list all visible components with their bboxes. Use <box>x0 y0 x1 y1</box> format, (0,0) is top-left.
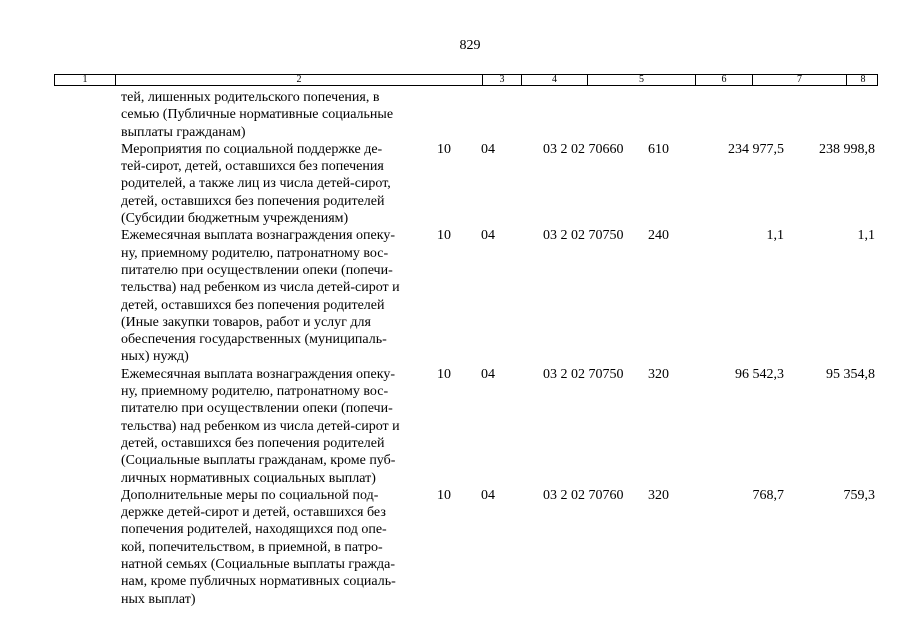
table-row <box>0 227 905 365</box>
row-description: Мероприятия по социальной поддержке де- тей-сирот, детей, оставшихся без попечения родителей, а также лиц из числа детей-сирот, детей, оставшихся без попечения родителей (Субсидии бюджетным учреждениям) <box>121 141 391 227</box>
row-target-code: 03 2 02 70750 <box>543 366 624 382</box>
row-section: 10 <box>437 366 451 382</box>
row-target-code: 03 2 02 70660 <box>543 141 624 157</box>
table-row <box>0 366 905 487</box>
row-expense-type: 320 <box>648 487 669 503</box>
row-subsection: 04 <box>481 487 495 503</box>
page-number: 829 <box>459 38 481 53</box>
column-header-2: 2 <box>116 75 483 85</box>
row-target-code: 03 2 02 70760 <box>543 487 624 503</box>
row-expense-type: 320 <box>648 366 669 382</box>
table-row <box>0 89 905 141</box>
row-subsection: 04 <box>481 228 495 244</box>
row-target-code: 03 2 02 70750 <box>543 228 624 244</box>
column-header-6: 6 <box>696 75 753 85</box>
column-header-row <box>54 74 878 86</box>
row-amount-1: 234 977,5 <box>728 141 784 157</box>
budget-table-body <box>0 89 905 608</box>
row-amount-1: 1,1 <box>766 228 784 244</box>
row-description: Дополнительные меры по социальной под- держке детей-сирот и детей, оставшихся без попечения родителей, находящихся под опе- кой, попечительством, в приемной, в патро- натной семьях (Социальные выплаты гражда- нам, кроме публичных нормативных социаль- ных выплат) <box>121 487 396 607</box>
row-amount-2: 759,3 <box>843 487 875 503</box>
row-section: 10 <box>437 487 451 503</box>
row-amount-2: 95 354,8 <box>826 366 875 382</box>
column-header-5: 5 <box>588 75 696 85</box>
column-header-4: 4 <box>522 75 588 85</box>
row-section: 10 <box>437 141 451 157</box>
column-header-8: 8 <box>860 74 866 85</box>
column-header-3: 3 <box>483 75 522 85</box>
table-row <box>0 487 905 608</box>
row-description: Ежемесячная выплата вознаграждения опеку- ну, приемному родителю, патронатному вос- питателю при осуществлении опеки (попечи- тельства) над ребенком из числа детей-сирот и детей, оставшихся без попечения родителей (Социальные выплаты гражданам, кроме пуб- личных нормативных социальных выплат) <box>121 366 400 486</box>
row-amount-2: 1,1 <box>857 228 875 244</box>
row-description: тей, лишенных родительского попечения, в семью (Публичные нормативные социальные выплаты гражданам) <box>121 90 394 140</box>
row-section: 10 <box>437 228 451 244</box>
row-amount-1: 768,7 <box>752 487 784 503</box>
row-expense-type: 610 <box>648 141 669 157</box>
table-row <box>0 141 905 227</box>
row-amount-2: 238 998,8 <box>819 141 875 157</box>
column-header-7: 7 <box>753 75 847 85</box>
column-header-1: 1 <box>55 75 116 85</box>
row-subsection: 04 <box>481 141 495 157</box>
row-description: Ежемесячная выплата вознаграждения опеку- ну, приемному родителю, патронатному вос- питателю при осуществлении опеки (попечи- тельства) над ребенком из числа детей-сирот и детей, оставшихся без попечения родителей (Иные закупки товаров, работ и услуг для обеспечения государственных (муниципаль- ных) нужд) <box>121 228 400 365</box>
row-expense-type: 240 <box>648 228 669 244</box>
row-amount-1: 96 542,3 <box>735 366 784 382</box>
row-subsection: 04 <box>481 366 495 382</box>
